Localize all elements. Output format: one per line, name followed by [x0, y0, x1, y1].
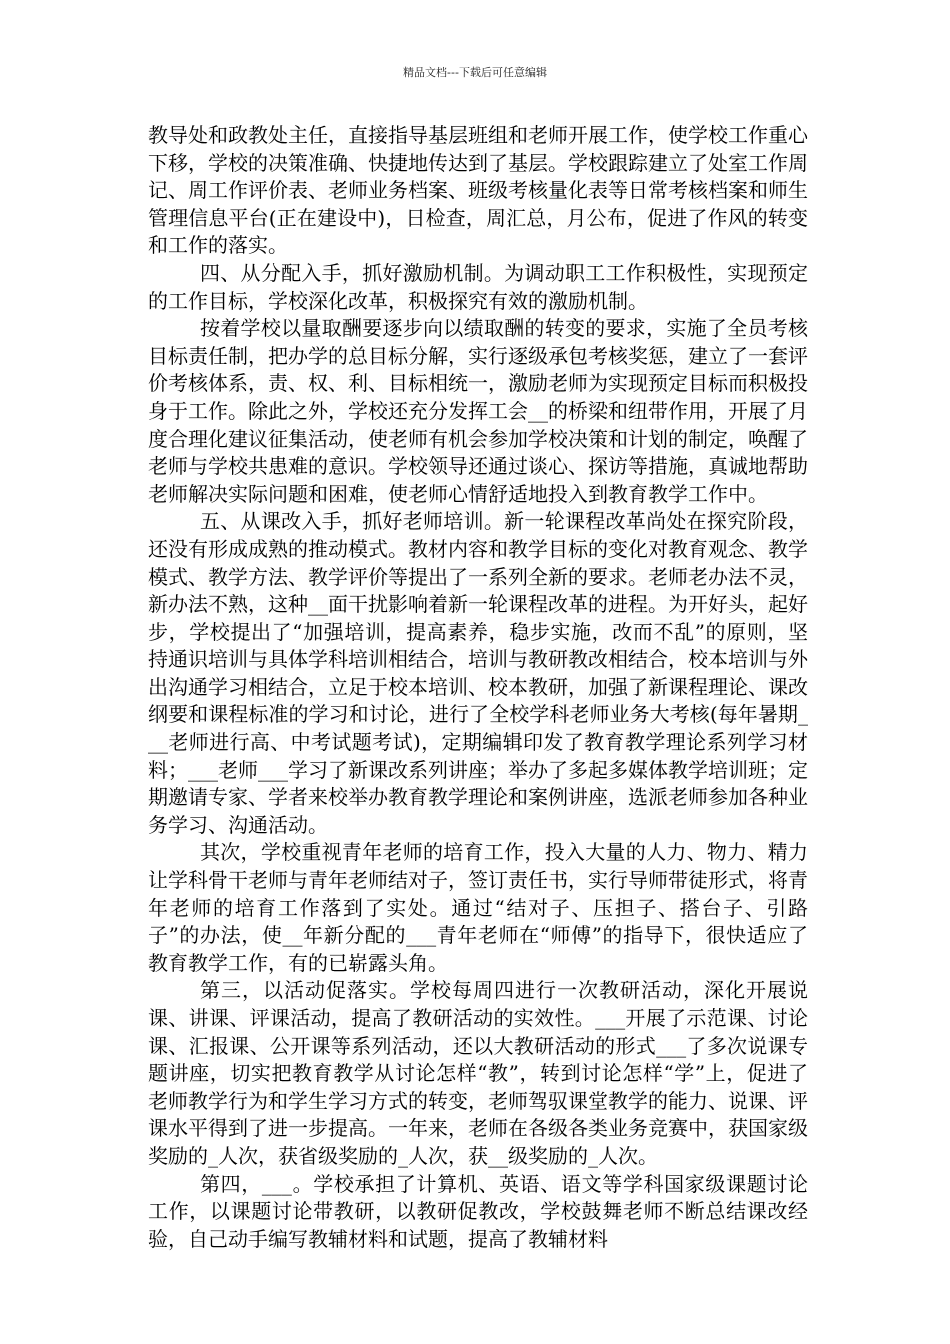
paragraph: 四、从分配入手，抓好激励机制。为调动职工工作积极性，实现预定的工作目标，学校深化改革，积极探究有效的激励机制。	[148, 260, 808, 313]
paragraph: 第四，___。学校承担了计算机、英语、语文等学科国家级课题讨论工作，以课题讨论带教研，以教研促教改，学校鼓舞老师不断总结课改经验，自己动手编写教辅材料和试题，提高了教辅材料	[148, 1171, 808, 1251]
paragraph: 按着学校以量取酬要逐步向以绩取酬的转变的要求，实施了全员考核目标责任制，把办学的总目标分解，实行逐级承包考核奖惩，建立了一套评价考核体系，责、权、利、目标相统一，激励老师为实现预定目标而积极投身于工作。除此之外，学校还充分发挥工会__的桥梁和纽带作用，开展了月度合理化建议征集活动，使老师有机会参加学校决策和计划的制定，唤醒了老师与学校共患难的意识。学校领导还通过谈心、探访等措施，真诚地帮助老师解决实际问题和困难，使老师心情舒适地投入到教育教学工作中。	[148, 316, 808, 506]
paragraph: 第三，以活动促落实。学校每周四进行一次教研活动，深化开展说课、讲课、评课活动，提高了教研活动的实效性。___开展了示范课、讨论课、汇报课、公开课等系列活动，还以大教研活动的形式___了多次说课专题讲座，切实把教育教学从讨论怎样“教”，转到讨论怎样“学”上，促进了老师教学行为和学生学习方式的转变，老师驾驭课堂教学的能力、说课、评课水平得到了进一步提高。一年来，老师在各级各类业务竞赛中，获国家级奖励的_人次，获省级奖励的_人次，获__级奖励的_人次。	[148, 978, 808, 1168]
paragraph: 五、从课改入手，抓好老师培训。新一轮课程改革尚处在探究阶段，还没有形成成熟的推动模式。教材内容和教学目标的变化对教育观念、教学模式、教学方法、教学评价等提出了一系列全新的要求。老师老办法不灵，新办法不熟，这种__面干扰影响着新一轮课程改革的进程。为开好头，起好步，学校提出了“加强培训，提高素养，稳步实施，改而不乱”的原则，坚持通识培训与具体学科培训相结合，培训与教研教改相结合，校本培训与外出沟通学习相结合，立足于校本培训、校本教研，加强了新课程理论、课改纲要和课程标准的学习和讨论，进行了全校学科老师业务大考核(每年暑期___老师进行高、中考试题考试)，定期编辑印发了教育教学理论系列学习材料；___老师___学习了新课改系列讲座；举办了多起多媒体教学培训班；定期邀请专家、学者来校举办教育教学理论和案例讲座，选派老师参加各种业务学习、沟通活动。	[148, 509, 808, 837]
document-body	[148, 122, 808, 1253]
paragraph: 教导处和政教处主任，直接指导基层班组和老师开展工作，使学校工作重心下移，学校的决策准确、快捷地传达到了基层。学校跟踪建立了处室工作周记、周工作评价表、老师业务档案、班级考核量化表等日常考核档案和师生管理信息平台(正在建设中)，日检查，周汇总，月公布，促进了作风的转变和工作的落实。	[148, 123, 808, 258]
page-header: 精品文档---下载后可任意编辑	[403, 66, 547, 79]
paragraph: 其次，学校重视青年老师的培育工作，投入大量的人力、物力、精力让学科骨干老师与青年老师结对子，签订责任书，实行导师带徒形式，将青年老师的培育工作落到了实处。通过“结对子、压担子、搭台子、引路子”的办法，使__年新分配的___青年老师在“师傅”的指导下，很快适应了教育教学工作，有的已崭露头角。	[148, 840, 808, 975]
